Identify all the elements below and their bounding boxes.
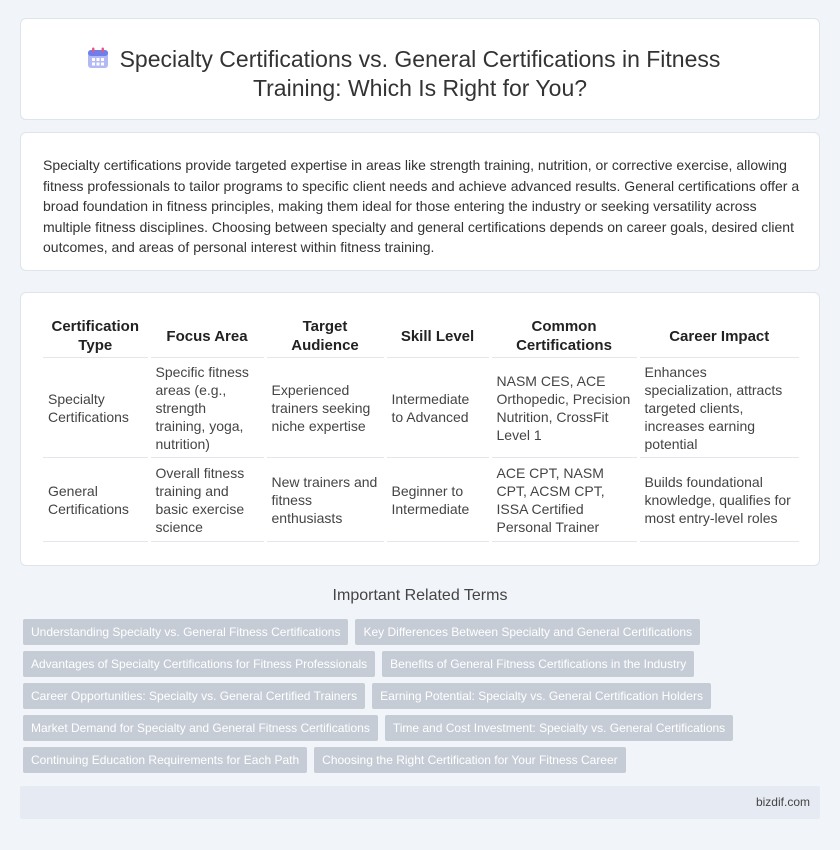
- intro-paragraph: Specialty certifications provide targeted expertise in areas like strength training, nutrition, or corrective exercise, allowing fitness professionals to tailor programs to specific client needs and achieve advanced results. General certifications offer a broad foundation in fitness principles, making them ideal for those entering the industry or seeking versatility across multiple fitness disciplines. Choosing between specialty and general certifications depends on career goals, desired client outcomes, and areas of personal interest within fitness training.: [43, 157, 800, 255]
- comparison-table: [43, 315, 799, 542]
- table-header-row: [43, 315, 799, 358]
- footer: [20, 786, 820, 819]
- page-title-line-2: Training: Which Is Right for You?: [252, 75, 588, 101]
- related-terms-heading: Important Related Terms: [332, 587, 508, 604]
- related-tags-row: [23, 651, 694, 677]
- comparison-table-card: [20, 292, 820, 566]
- table-cell: NASM CES, ACE Orthopedic, Precision Nutrition, CrossFit Level 1: [490, 358, 638, 458]
- table-cell: ACE CPT, NASM CPT, ACSM CPT, ISSA Certified Personal Trainer: [490, 458, 638, 542]
- related-tags-row: [23, 619, 700, 645]
- page-title-line-1: Specialty Certifications vs. General Certifications in Fitness: [119, 46, 721, 72]
- related-term-tag[interactable]: Understanding Specialty vs. General Fitness Certifications: [23, 619, 348, 645]
- header-target-audience: Target Audience: [265, 315, 385, 358]
- related-term-tag[interactable]: Market Demand for Specialty and General Fitness Certifications: [23, 715, 378, 741]
- footer-site-link[interactable]: bizdif.com: [755, 795, 810, 809]
- header-certification-type: Certification Type: [43, 315, 149, 358]
- related-tags-row: [23, 747, 626, 773]
- table-cell: Specialty Certifications: [43, 358, 149, 458]
- table-cell: Builds foundational knowledge, qualifies for most entry-level roles: [638, 458, 799, 542]
- related-tags-row: [23, 715, 733, 741]
- table-cell: Specific fitness areas (e.g., strength training, yoga, nutrition): [149, 358, 265, 458]
- table-cell: Overall fitness training and basic exercise science: [149, 458, 265, 542]
- table-cell: Intermediate to Advanced: [385, 358, 490, 458]
- title-card: [20, 18, 820, 120]
- table-cell: Beginner to Intermediate: [385, 458, 490, 542]
- table-cell: New trainers and fitness enthusiasts: [265, 458, 385, 542]
- intro-card: [20, 132, 820, 271]
- header-career-impact: Career Impact: [638, 315, 799, 358]
- related-term-tag[interactable]: Earning Potential: Specialty vs. General Certification Holders: [372, 683, 711, 709]
- table-row: [43, 458, 799, 542]
- header-skill-level: Skill Level: [385, 315, 490, 358]
- table-row: [43, 358, 799, 458]
- related-term-tag[interactable]: Choosing the Right Certification for Your Fitness Career: [314, 747, 625, 773]
- table-cell: Experienced trainers seeking niche expertise: [265, 358, 385, 458]
- header-common-certifications: Common Certifications: [490, 315, 638, 358]
- related-term-tag[interactable]: Advantages of Specialty Certifications for Fitness Professionals: [23, 651, 375, 677]
- related-term-tag[interactable]: Benefits of General Fitness Certifications in the Industry: [382, 651, 694, 677]
- related-term-tag[interactable]: Time and Cost Investment: Specialty vs. General Certifications: [385, 715, 733, 741]
- header-focus-area: Focus Area: [149, 315, 265, 358]
- related-term-tag[interactable]: Continuing Education Requirements for Each Path: [23, 747, 307, 773]
- related-term-tag[interactable]: Key Differences Between Specialty and General Certifications: [355, 619, 700, 645]
- related-tags-row: [23, 683, 711, 709]
- table-cell: Enhances specialization, attracts targeted clients, increases earning potential: [638, 358, 799, 458]
- page-title: [21, 45, 819, 103]
- related-term-tag[interactable]: Career Opportunities: Specialty vs. General Certified Trainers: [23, 683, 365, 709]
- table-cell: General Certifications: [43, 458, 149, 542]
